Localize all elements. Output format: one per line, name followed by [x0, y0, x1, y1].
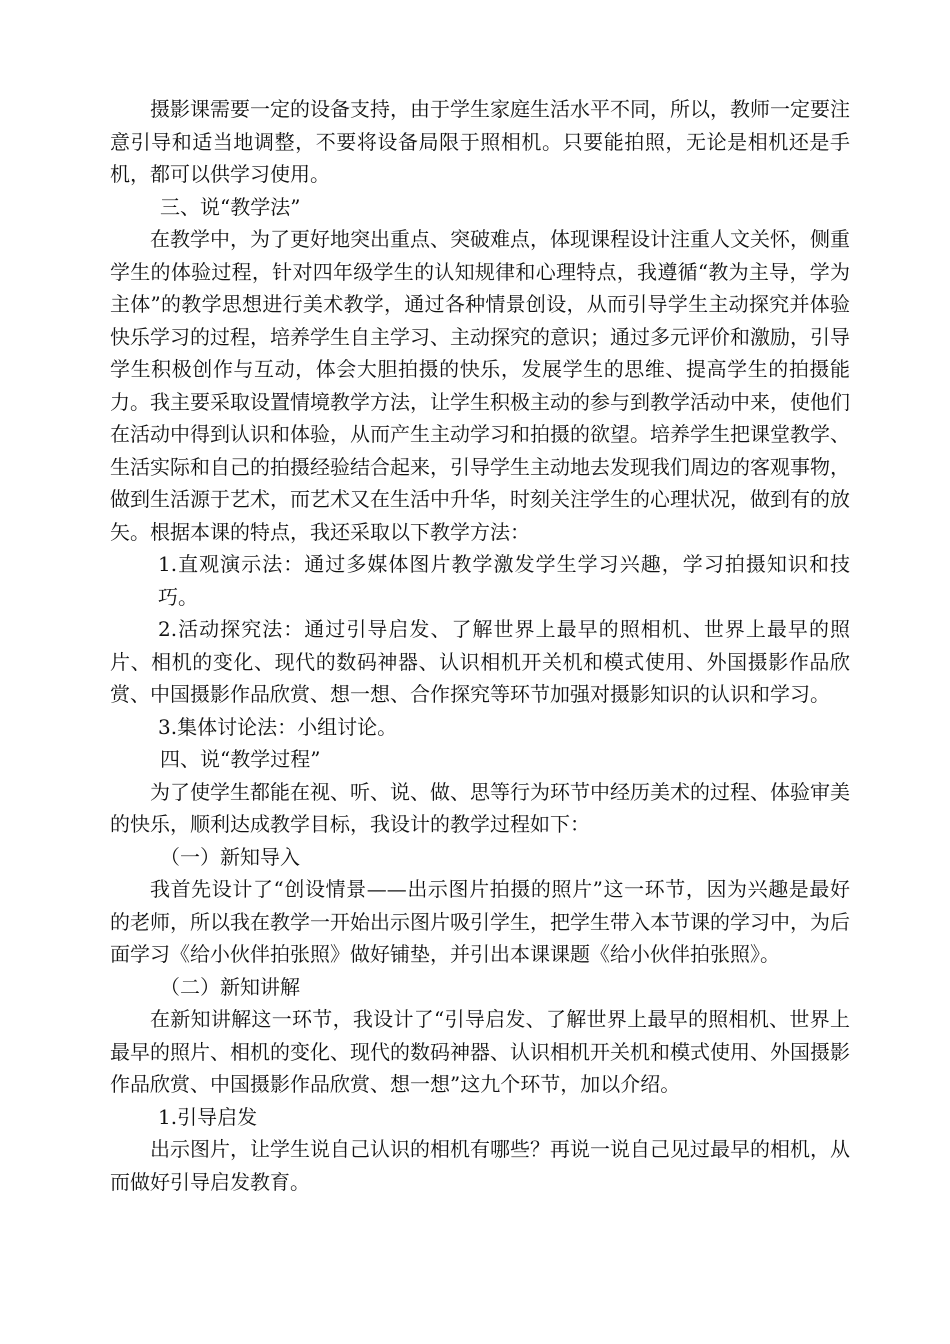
- paragraph-new-knowledge-intro: 我首先设计了“创设情景——出示图片拍摄的照片”这一环节，因为兴趣是最好的老师，所以我在教学一开始出示图片吸引学生，把学生带入本节课的学习中，为后面学习《给小伙伴拍张照》做好铺垫，并引出本课课题《给小伙伴拍张照》。: [110, 877, 850, 966]
- paragraph-teaching-method: 在教学中，为了更好地突出重点、突破难点，体现课程设计注重人文关怀，侧重学生的体验过程，针对四年级学生的认知规律和心理特点，我遵循“教为主导，学为主体”的教学思想进行美术教学，通过各种情景创设，从而引导学生主动探究并体验快乐学习的过程，培养学生自主学习、主动探究的意识；通过多元评价和激励，引导学生积极创作与互动，体会大胆拍摄的快乐，发展学生的思维、提高学生的拍摄能力。我主要采取设置情境教学方法，让学生积极主动的参与到教学活动中来，使他们在活动中得到认识和体验，从而产生主动学习和拍摄的欲望。培养学生把课堂教学、生活实际和自己的拍摄经验结合起来，引导学生主动地去发现我们周边的客观事物，做到生活源于艺术，而艺术又在生活中升华，时刻关注学生的心理状况，做到有的放矢。根据本课的特点，我还采取以下教学方法：: [110, 227, 850, 544]
- subheading-new-knowledge-intro: （一）新知导入: [160, 844, 300, 869]
- subheading-guidance: 1.引导启发: [158, 1104, 258, 1129]
- paragraph-new-knowledge-explain: 在新知讲解这一环节，我设计了“引导启发、了解世界上最早的照相机、世界上最早的照片、相机的变化、现代的数码神器、认识相机开关机和模式使用、外国摄影作品欣赏、中国摄影作品欣赏、想一想”这九个环节，加以介绍。: [110, 1007, 850, 1096]
- paragraph-guidance: 出示图片，让学生说自己认识的相机有哪些？再说一说自己见过最早的相机，从而做好引导启发教育。: [110, 1137, 850, 1194]
- paragraph-equipment: 摄影课需要一定的设备支持，由于学生家庭生活水平不同，所以，教师一定要注意引导和适当地调整，不要将设备局限于照相机。只要能拍照，无论是相机还是手机，都可以供学习使用。: [110, 97, 850, 186]
- subheading-new-knowledge-explain: （二）新知讲解: [160, 974, 300, 999]
- list-item-demonstration: 1.直观演示法：通过多媒体图片教学激发学生学习兴趣，学习拍摄知识和技巧。: [158, 552, 850, 609]
- list-item-group-discussion: 3.集体讨论法：小组讨论。: [158, 714, 398, 739]
- document-page: [110, 93, 850, 1198]
- heading-teaching-process: 四、说“教学过程”: [160, 747, 321, 771]
- paragraph-process-intro: 为了使学生都能在视、听、说、做、思等行为环节中经历美术的过程、体验审美的快乐，顺利达成教学目标，我设计的教学过程如下：: [110, 779, 850, 836]
- heading-teaching-method: 三、说“教学法”: [160, 194, 301, 219]
- list-item-activity-exploration: 2.活动探究法：通过引导启发、了解世界上最早的照相机、世界上最早的照片、相机的变化、现代的数码神器、认识相机开关机和模式使用、外国摄影作品欣赏、中国摄影作品欣赏、想一想、合作探究等环节加强对摄影知识的认识和学习。: [110, 617, 850, 706]
